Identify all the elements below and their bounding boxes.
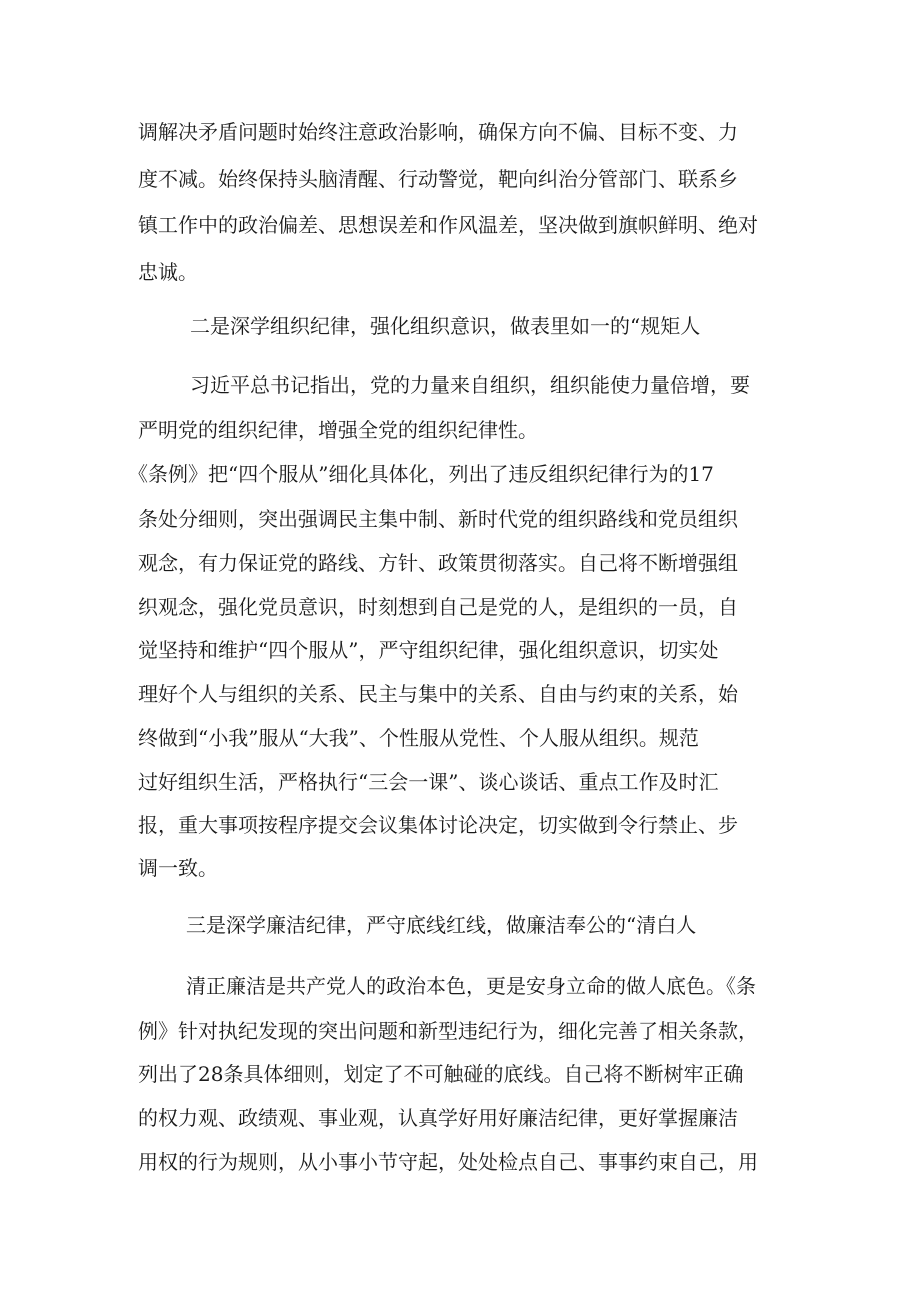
text-line: 觉坚持和维护“四个服从”，严守组织纪律，强化组织意识，切实处 xyxy=(138,638,719,662)
text-line: 调一致。 xyxy=(138,856,218,880)
text-line: 织观念，强化党员意识，时刻想到自己是党的人，是组织的一员，自 xyxy=(138,595,738,619)
text-line: 忠诚。 xyxy=(138,260,198,284)
text-line: 度不减。始终保持头脑清醒、行动警觉，靶向纠治分管部门、联系乡 xyxy=(138,167,738,191)
text-line: 用权的行为规则，从小事小节守起，处处检点自己、事事约束自己，用 xyxy=(138,1150,758,1174)
text-line: 观念，有力保证党的路线、方针、政策贯彻落实。自己将不断增强组 xyxy=(138,551,738,575)
text-line: 的权力观、政绩观、事业观，认真学好用好廉洁纪律，更好掌握廉洁 xyxy=(138,1106,738,1130)
text-line: 严明党的组织纪律，增强全党的组织纪律性。 xyxy=(138,418,538,442)
text-line: 终做到“小我”服从“大我”、个性服从党性、个人服从组织。规范 xyxy=(138,726,699,750)
text-line: 报，重大事项按程序提交会议集体讨论决定，切实做到令行禁止、步 xyxy=(138,813,738,837)
text-line: 理好个人与组织的关系、民主与集中的关系、自由与约束的关系，始 xyxy=(138,682,738,706)
text-line: 调解决矛盾问题时始终注意政治影响，确保方向不偏、目标不变、力 xyxy=(138,120,738,144)
text-line: 列出了28条具体细则，划定了不可触碰的底线。自己将不断树牢正确 xyxy=(138,1062,744,1086)
text-line: 习近平总书记指出，党的力量来自组织，组织能使力量倍增，要 xyxy=(190,373,750,397)
section-heading: 二是深学组织纪律，强化组织意识，做表里如一的“规矩人 xyxy=(190,314,701,338)
section-heading: 三是深学廉洁纪律，严守底线红线，做廉洁奉公的“清白人 xyxy=(186,913,697,937)
text-line: 过好组织生活，严格执行“三会一课”、谈心谈话、重点工作及时汇 xyxy=(138,770,719,794)
text-line: 《条例》把“四个服从”细化具体化，列出了违反组织纪律行为的17 xyxy=(128,462,714,486)
text-line: 清正廉洁是共产党人的政治本色，更是安身立命的做人底色。《条 xyxy=(186,974,756,998)
text-line: 条处分细则，突出强调民主集中制、新时代党的组织路线和党员组织 xyxy=(138,507,738,531)
text-line: 镇工作中的政治偏差、思想误差和作风温差，坚决做到旗帜鲜明、绝对 xyxy=(138,213,758,237)
text-line: 例》针对执纪发现的突出问题和新型违纪行为，细化完善了相关条款， xyxy=(138,1019,758,1043)
